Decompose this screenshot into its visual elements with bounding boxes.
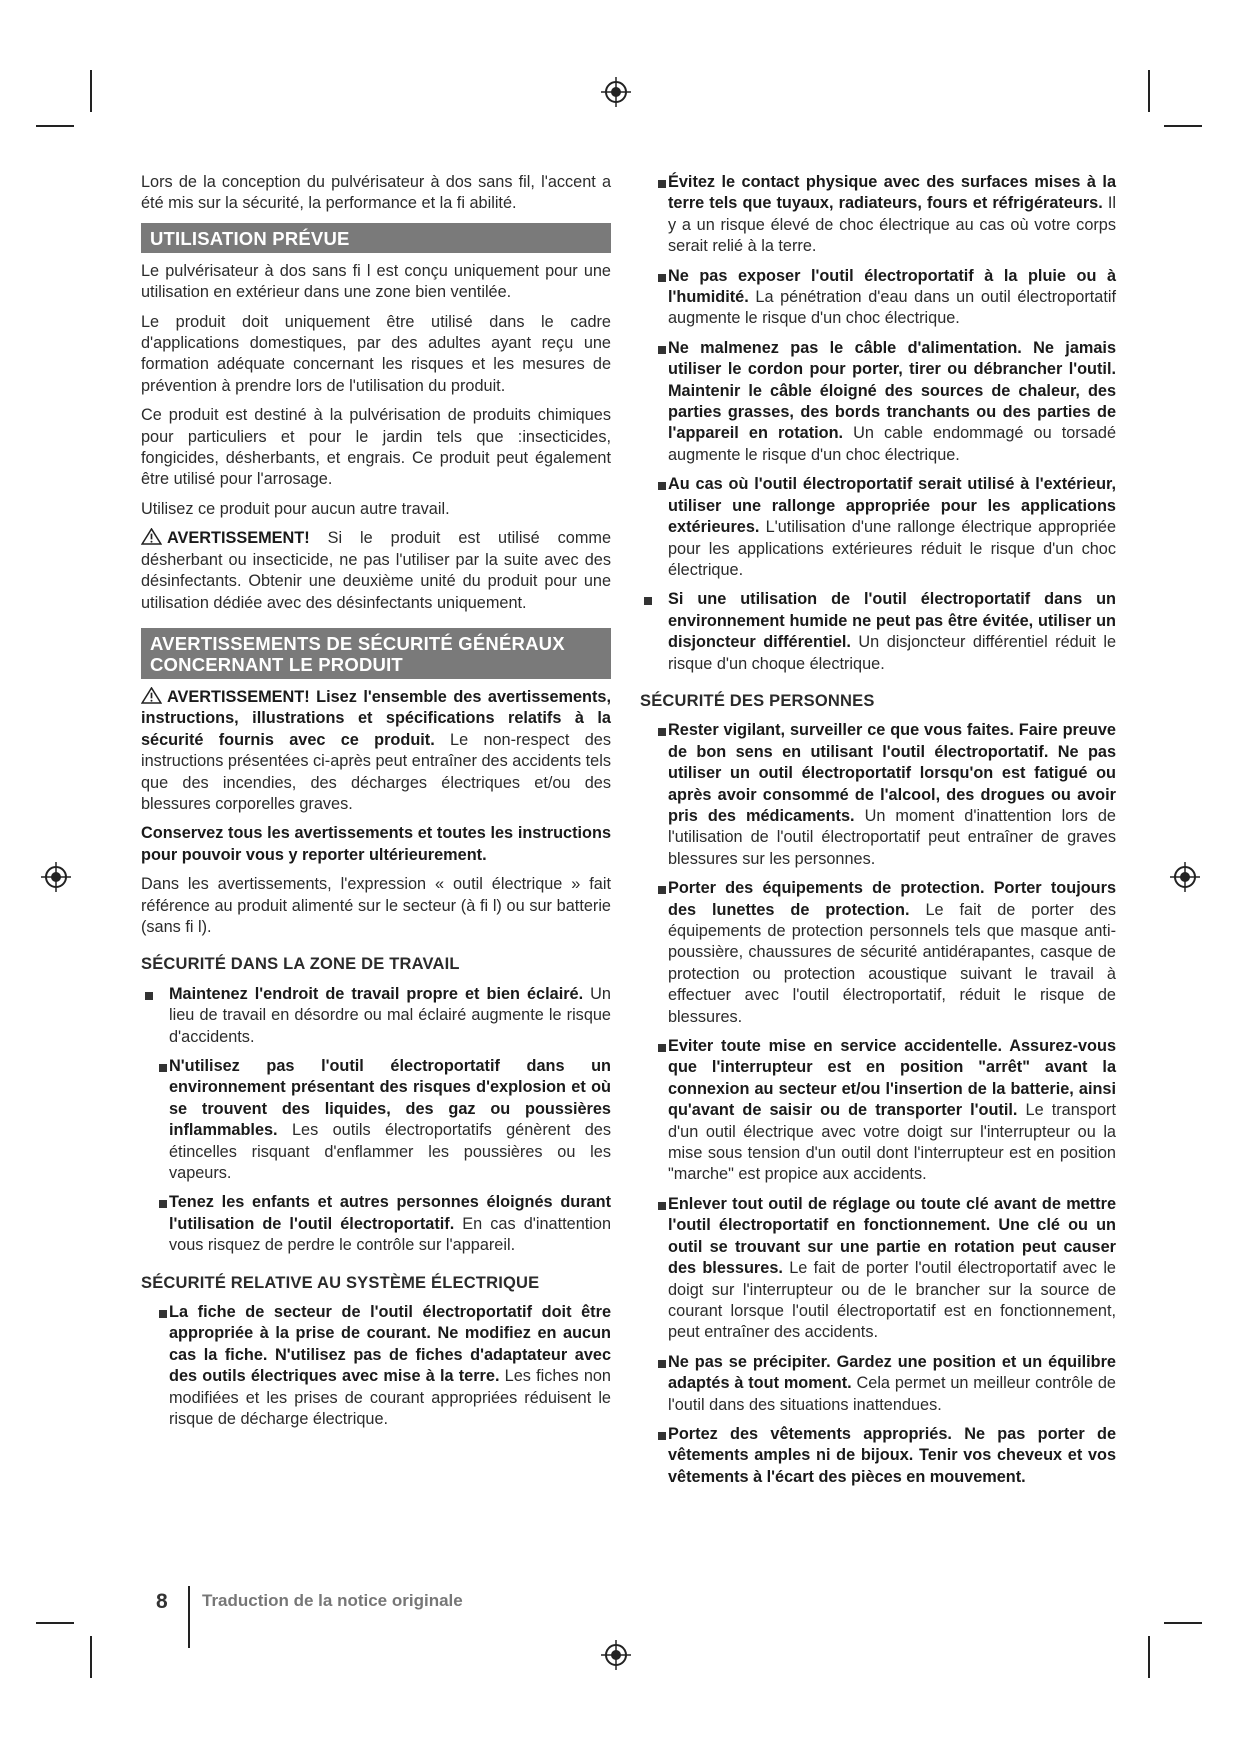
warning-label: AVERTISSEMENT! Lisez l'ensemble des avertissements, instructions, illustrations et spécifications relatifs à la sécurité fournis avec ce produit. xyxy=(141,687,611,749)
list-item xyxy=(640,878,1116,1028)
warning-label: AVERTISSEMENT! xyxy=(167,529,310,548)
crop-mark xyxy=(36,1622,74,1624)
crop-mark xyxy=(1164,1622,1202,1624)
bullet-square-icon xyxy=(145,992,153,1000)
item-text: Un cable endommagé ou torsadé augmente le risque d'un choc électrique. xyxy=(668,424,1116,464)
footer-divider xyxy=(188,1586,190,1648)
list-item xyxy=(640,338,1116,466)
item-text: Les fiches non modifiées et les prises de courant appropriées réduisent le risque de décharge électrique. xyxy=(169,1367,611,1429)
conserve-text: Conservez tous les avertissements et toutes les instructions pour pouvoir vous y reporter ultérieurement. xyxy=(141,824,611,864)
item-bold: Porter des équipements de protection. Porter toujours des lunettes de protection. xyxy=(668,879,1116,919)
list-item xyxy=(141,1302,611,1430)
warning-triangle-icon xyxy=(141,528,162,545)
warning-paragraph xyxy=(141,528,611,614)
registration-mark-icon xyxy=(601,77,631,107)
item-text: La pénétration d'eau dans un outil électroportatif augmente le risque d'un choc électrique. xyxy=(668,288,1116,328)
warning-text: Le non-respect des instructions présentées ci-après peut entraîner des accidents tels que des incendies, des décharges électriques et/ou des blessures corporelles graves. xyxy=(141,730,611,813)
item-bold: N'utilisez pas l'outil électroportatif dans un environnement présentant des risques d'explosion et où se trouvent des liquides, des gaz ou poussières inflammables. xyxy=(169,1057,611,1140)
paragraph: Utilisez ce produit pour aucun autre travail. xyxy=(141,499,450,518)
bullet-square-icon xyxy=(658,346,666,354)
item-bold: Si une utilisation de l'outil électroportatif dans un environnement humide ne peut pas être évitée, utiliser un disjoncteur différentiel. xyxy=(668,590,1116,652)
item-text: L'utilisation d'une rallonge électrique appropriée pour les applications extérieures réduit le risque d'un choc électrique. xyxy=(668,518,1116,579)
item-bold: Évitez le contact physique avec des surfaces mises à la terre tels que tuyaux, radiateurs, fours et réfrigérateurs. xyxy=(668,173,1116,213)
warning-paragraph xyxy=(141,687,611,815)
list-item xyxy=(640,1424,1116,1488)
list-item xyxy=(640,1352,1116,1416)
bullet-square-icon xyxy=(658,274,666,282)
section-header-avertissements xyxy=(141,628,611,679)
item-bold: Eviter toute mise en service accidentelle. Assurez-vous que l'interrupteur est en position "arrêt" avant la connexion au secteur et/ou l'insertion de la batterie, ainsi qu'avant de saisir ou de transporter l'outil. xyxy=(668,1037,1116,1120)
section-header-line: CONCERNANT LE PRODUIT xyxy=(150,653,403,675)
list-item xyxy=(640,1036,1116,1186)
list-item xyxy=(640,720,1116,870)
item-bold: Maintenez l'endroit de travail propre et bien éclairé. xyxy=(169,984,584,1003)
paragraph-bold xyxy=(141,823,611,866)
footer-text: Traduction de la notice originale xyxy=(202,1591,463,1610)
item-text: Un disjoncteur différentiel réduit le risque d'un choque électrique. xyxy=(668,633,1117,673)
item-bold: Ne malmenez pas le câble d'alimentation. Ne jamais utiliser le cordon pour porter, tirer ou débrancher l'outil. Maintenir le câble éloigné des sources de chaleur, des parties grasses, des bords tranchants ou des parties de l'appareil en rotation. xyxy=(668,338,1116,443)
bullet-square-icon xyxy=(658,1360,666,1368)
list-item xyxy=(141,1056,611,1184)
section-header-line: AVERTISSEMENTS DE SÉCURITÉ GÉNÉRAUX xyxy=(150,632,565,654)
bullet-square-icon xyxy=(159,1200,167,1208)
page-footer xyxy=(156,1586,556,1626)
item-text: Le fait de porter des équipements de protection personnels tels que masque anti-poussière, chaussures de sécurité antidérapantes, casque de protection ou protection acoustique suivant le travail à effectuer avec l'outil électroportatif, réduit le risque de blessures. xyxy=(668,900,1116,1026)
bullet-square-icon xyxy=(658,180,666,188)
paragraph: Dans les avertissements, l'expression « outil électrique » fait référence au produit alimenté sur le secteur (à fi l) ou sur batterie (sans fi l). xyxy=(141,875,611,936)
bullet-square-icon xyxy=(658,482,666,490)
subheading-zone-travail: SÉCURITÉ DANS LA ZONE DE TRAVAIL xyxy=(141,955,460,974)
bullet-square-icon xyxy=(658,1432,666,1440)
bullet-square-icon xyxy=(658,728,666,736)
item-bold: Tenez les enfants et autres personnes éloignés durant l'utilisation de l'outil électroportatif. xyxy=(169,1193,611,1233)
bullet-square-icon xyxy=(644,597,652,605)
page-number: 8 xyxy=(156,1590,168,1613)
item-text: Il y a un risque élevé de choc électrique au cas où votre corps serait relié à la terre. xyxy=(668,194,1116,256)
crop-mark xyxy=(90,70,92,112)
registration-mark-icon xyxy=(1170,862,1200,892)
item-bold: La fiche de secteur de l'outil électroportatif doit être appropriée à la prise de courant. Ne modifiez en aucun cas la fiche. N'utilisez pas de fiches d'adaptateur avec des outils électriques avec mise à la terre. xyxy=(169,1303,611,1386)
registration-mark-icon xyxy=(601,1640,631,1670)
list-item xyxy=(640,474,1116,581)
bullet-square-icon xyxy=(159,1064,167,1072)
item-bold: Ne pas exposer l'outil électroportatif à la pluie ou à l'humidité. xyxy=(668,266,1116,307)
bullet-square-icon xyxy=(658,1044,666,1052)
item-bold: Rester vigilant, surveiller ce que vous faites. Faire preuve de bon sens en utilisant l'outil électroportatif. Ne pas utiliser un outil électroportatif lorsqu'on est fatigué ou après avoir consommé de l'alcool, des drogues ou avoir pris des médicaments. xyxy=(668,721,1116,825)
subheading-electrique: SÉCURITÉ RELATIVE AU SYSTÈME ÉLECTRIQUE xyxy=(141,1273,540,1292)
paragraph: Le produit doit uniquement être utilisé dans le cadre d'applications domestiques, par des adultes ayant reçu une formation adéquate concernant les risques et les mesures de prévention à prendre lors de l'utilisation du produit. xyxy=(141,312,611,395)
item-bold: Ne pas se précipiter. Gardez une position et un équilibre adaptés à tout moment. xyxy=(668,1352,1116,1393)
item-text: Un moment d'inattention lors de l'utilisation de l'outil électroportatif peut entraîner de graves blessures sur les personnes. xyxy=(668,806,1116,868)
crop-mark xyxy=(1148,70,1150,112)
list-item xyxy=(640,266,1116,330)
bullet-square-icon xyxy=(159,1310,167,1318)
list-item xyxy=(640,589,1116,675)
list-item xyxy=(141,984,611,1048)
item-text: Les outils électroportatifs génèrent des étincelles risquant d'enflammer les poussières ou les vapeurs. xyxy=(169,1121,611,1183)
paragraph: Le pulvérisateur à dos sans fi l est conçu uniquement pour une utilisation en extérieur dans une zone bien ventilée. xyxy=(141,261,611,302)
item-bold: Au cas où l'outil électroportatif serait utilisé à l'extérieur, utiliser une rallonge appropriée pour les applications extérieures. xyxy=(668,475,1116,537)
item-text: Un lieu de travail en désordre ou mal éclairé augmente le risque d'accidents. xyxy=(169,984,611,1046)
intro-paragraph: Lors de la conception du pulvérisateur à dos sans fil, l'accent a été mis sur la sécurité, la performance et la fi abilité. xyxy=(141,173,611,213)
item-bold: Enlever tout outil de réglage ou toute clé avant de mettre l'outil électroportatif en fonctionnement. Une clé ou un outil se trouvant sur une partie en rotation peut causer des blessures. xyxy=(668,1194,1116,1278)
item-bold: Portez des vêtements appropriés. Ne pas porter de vêtements amples ni de bijoux. Tenir vos cheveux et vos vêtements à l'écart des pièces en mouvement. xyxy=(668,1424,1116,1486)
paragraph: Ce produit est destiné à la pulvérisation de produits chimiques pour particuliers et pour le jardin tels que :insecticides, fongicides, désherbants, et engrais. Ce produit peut également être utilisé pour l'arrosage. xyxy=(141,406,611,489)
right-column xyxy=(640,172,1116,1496)
crop-mark xyxy=(36,125,74,127)
bullet-square-icon xyxy=(658,886,666,894)
bullet-square-icon xyxy=(658,1202,666,1210)
crop-mark xyxy=(1164,125,1202,127)
crop-mark xyxy=(90,1636,92,1678)
warning-text: Si le produit est utilisé comme désherbant ou insecticide, ne pas l'utiliser par la suite avec des désinfectants. Obtenir une deuxième unité du produit pour une utilisation dédiée avec des désinfectants uniquement. xyxy=(141,529,611,612)
list-item xyxy=(141,1192,611,1256)
left-column xyxy=(141,172,611,1439)
list-item xyxy=(640,172,1116,258)
item-text: Cela permet un meilleur contrôle de l'outil dans des situations inattendues. xyxy=(668,1374,1116,1414)
subheading-personnes: SÉCURITÉ DES PERSONNES xyxy=(640,691,875,710)
item-text: Le fait de porter l'outil électroportatif avec le doigt sur l'interrupteur ou de le brancher sur la source de courant lorsque l'outil électroportatif est en fonctionnement, peut entraîner des accidents. xyxy=(668,1259,1116,1342)
registration-mark-icon xyxy=(41,862,71,892)
item-text: En cas d'inattention vous risquez de perdre le contrôle sur l'appareil. xyxy=(169,1214,611,1255)
item-text: Le transport d'un outil électrique avec votre doigt sur l'interrupteur ou la mise sous tension d'un outil dont l'interrupteur est en position "marche" est propice aux accidents. xyxy=(668,1101,1116,1184)
section-header-utilisation: UTILISATION PRÉVUE xyxy=(141,223,611,253)
list-item xyxy=(640,1194,1116,1344)
warning-triangle-icon xyxy=(141,687,162,704)
crop-mark xyxy=(1148,1636,1150,1678)
